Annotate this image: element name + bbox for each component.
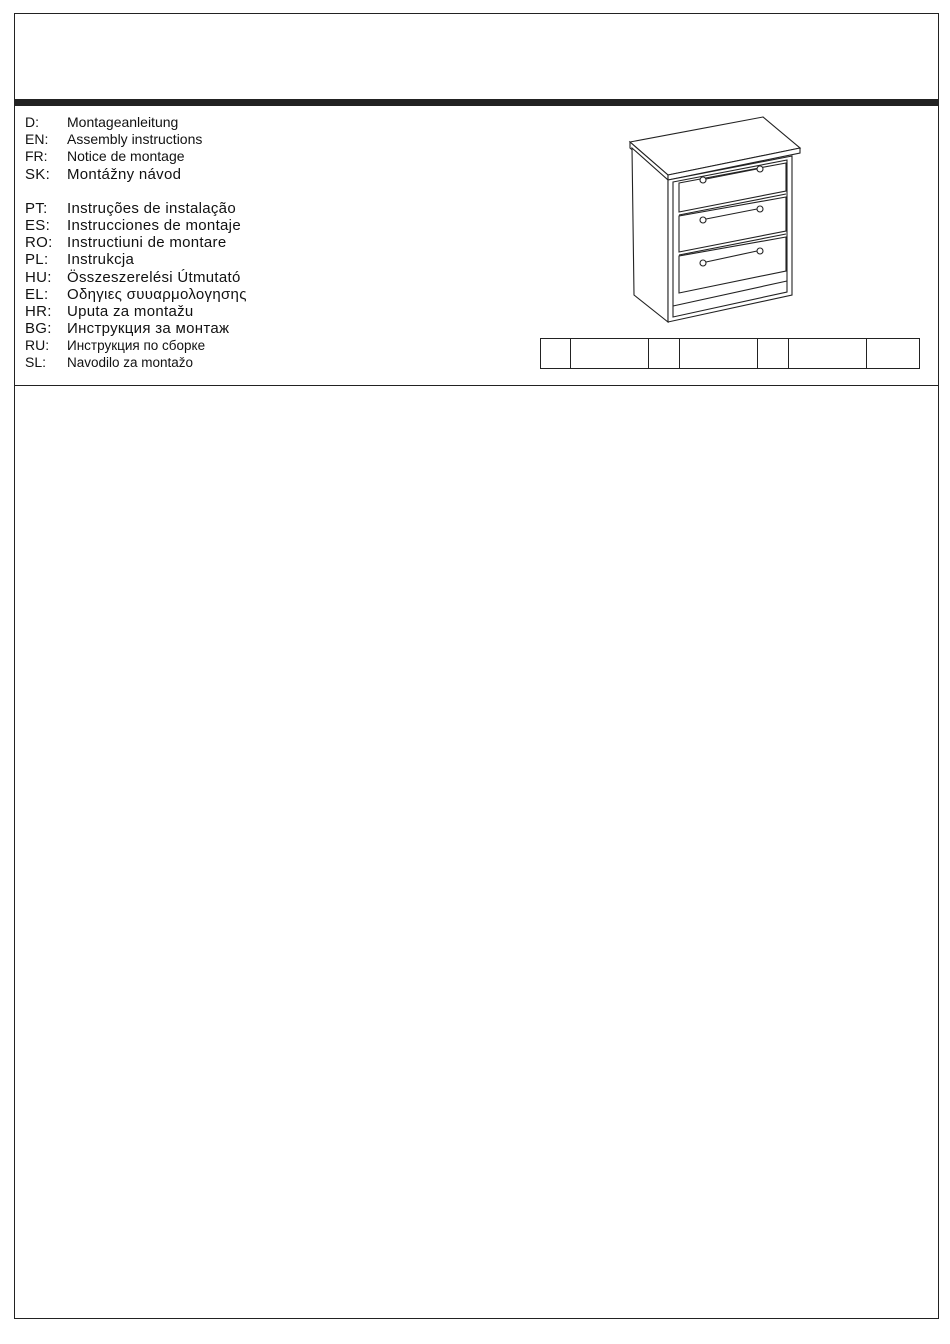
language-title: Instrucciones de montaje xyxy=(67,216,241,234)
language-item xyxy=(25,217,247,234)
language-item xyxy=(25,269,247,286)
language-item xyxy=(25,251,247,268)
language-item xyxy=(25,166,247,183)
chest-of-drawers-illustration xyxy=(620,112,810,327)
code-box xyxy=(649,339,680,368)
header-divider-thick xyxy=(14,99,939,106)
language-title: Οδηγιες συυαρμολογησης xyxy=(67,285,247,303)
code-box xyxy=(680,339,758,368)
language-code: RO: xyxy=(25,234,53,252)
language-code: BG: xyxy=(25,320,52,338)
language-item xyxy=(25,303,247,320)
language-title: Instructiuni de montare xyxy=(67,234,227,252)
language-title: Instruções de instalação xyxy=(67,199,236,217)
language-code: HR: xyxy=(25,302,52,320)
language-code: PT: xyxy=(25,199,48,217)
language-item xyxy=(25,337,247,354)
language-title: Összeszerelési Útmutató xyxy=(67,268,241,286)
language-code: SK: xyxy=(25,165,51,183)
language-title: Instrukcja xyxy=(67,251,135,269)
language-item xyxy=(25,148,247,165)
language-title: Montážny návod xyxy=(67,165,182,183)
article-code-boxes xyxy=(540,338,920,369)
code-box xyxy=(789,339,867,368)
language-list xyxy=(25,114,247,372)
language-code: PL: xyxy=(25,251,49,269)
header-divider-thin xyxy=(14,385,939,386)
language-code: D: xyxy=(25,114,39,130)
language-title: Инструкция по сборке xyxy=(67,338,206,354)
language-item xyxy=(25,286,247,303)
language-title: Notice de montage xyxy=(67,148,185,165)
language-code: SL: xyxy=(25,354,47,371)
language-code: HU: xyxy=(25,268,52,286)
language-title: Инструкция за монтаж xyxy=(67,320,230,338)
language-code: EN: xyxy=(25,131,49,148)
language-item xyxy=(25,131,247,148)
code-box xyxy=(758,339,789,368)
language-title: Navodilo za montažo xyxy=(67,355,194,371)
language-title: Montageanleitung xyxy=(67,114,179,130)
code-box xyxy=(541,339,571,368)
language-title: Assembly instructions xyxy=(67,131,203,148)
language-code: FR: xyxy=(25,148,48,165)
language-code: ES: xyxy=(25,216,51,234)
language-title: Uputa za montažu xyxy=(67,302,194,320)
language-code: EL: xyxy=(25,285,49,303)
language-item xyxy=(25,114,247,131)
language-item xyxy=(25,234,247,251)
language-item xyxy=(25,354,247,371)
language-item xyxy=(25,320,247,337)
code-box xyxy=(571,339,649,368)
language-code: RU: xyxy=(25,337,50,354)
code-box xyxy=(867,339,919,368)
language-item xyxy=(25,200,247,217)
list-spacer xyxy=(25,183,247,200)
